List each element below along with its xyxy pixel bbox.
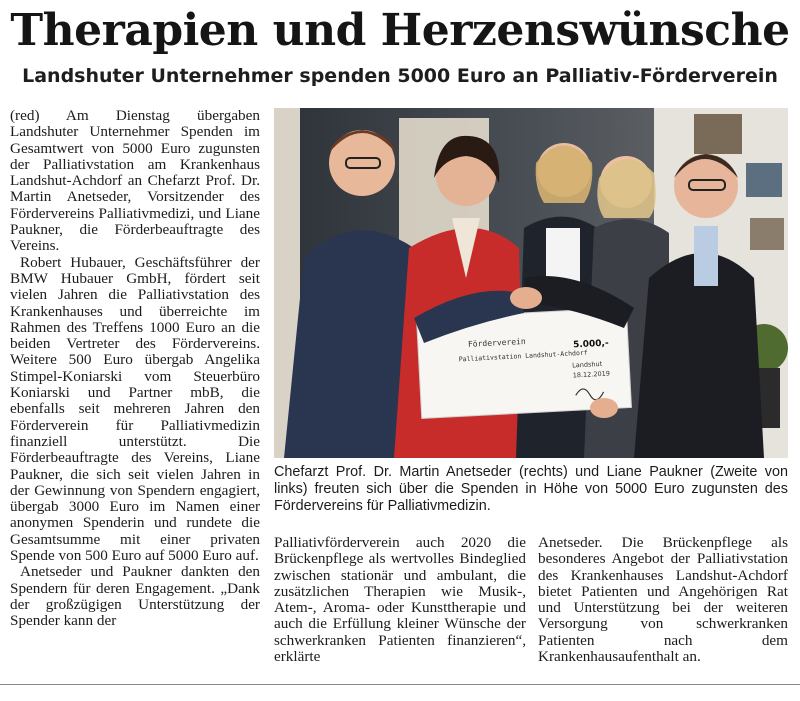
paragraph-intro: (red) Am Dienstag übergaben Landshuter Unternehmer Spenden im Gesamtwert von 5000 Euro zugunsten der Palliativstation am Krankenhaus Landshut-Achdorf an Chefarzt Prof. Dr. Martin Anetseder, Vorsitzender des Fördervereins Palliativmedizi, und Liane Paukner, die Förderbeauftragte des Vereins. <box>10 107 260 255</box>
check-memo: Palliativstation Landshut-Achdorf <box>458 348 588 364</box>
photo-caption: Chefarzt Prof. Dr. Martin Anetseder (rechts) und Liane Paukner (Zweite von links) freuten sich über die Spenden in Höhe von 5000 Euro zugunsten des Fördervereins für Palliativmedizin. <box>274 464 788 514</box>
subheadline: Landshuter Unternehmer spenden 5000 Euro an Palliativ-Förderverein <box>22 65 778 87</box>
article-photo <box>274 108 788 458</box>
check-place: Landshut <box>571 359 603 370</box>
article-column-2 <box>274 535 526 675</box>
paragraph-col3: Anetseder. Die Brückenpflege als besonderes Angebot der Palliativstation des Krankenhauses Landshut-Achdorf bietet Patienten und Angehörigen Rat und Unterstützung bei der weiteren Versorgung von schwerkranken Patienten nach dem Krankenhausaufenthalt an. <box>538 534 788 666</box>
paragraph-col2: Palliativförderverein auch 2020 die Brückenpflege als wertvolles Bindeglied zwischen stationär und ambulant, die zusätzlichen Therapien wie Musik-, Atem-, Aroma- oder Kunsttherapie und auch die Erfüllung kleiner Wünsche der schwerkranken Patienten finanzieren“, erklärte <box>274 534 526 666</box>
bottom-rule <box>0 684 800 685</box>
photo-illustration <box>274 108 788 458</box>
article-column-1 <box>10 108 260 668</box>
headline: Therapien und Herzenswünsche <box>10 5 790 56</box>
article-column-3 <box>538 535 788 675</box>
paragraph-thanks: Anetseder und Paukner dankten den Spendern für deren Engagement. „Dank der großzügigen Unterstützung der Spender kann der <box>10 563 260 630</box>
check-payee: Förderverein <box>467 336 526 349</box>
paragraph-donors: Robert Hubauer, Geschäftsführer der BMW Hubauer GmbH, fördert seit vielen Jahren die Palliativstation des Krankenhauses und überreichte im Rahmen des Treffens 1000 Euro an die beiden Vertreter des Fördervereins. Weitere 500 Euro übergab Angelika Stimpel-Koniarski vom Steuerbüro Koniarski und Partner mbB, die ebenfalls seit mehreren Jahren den Förderverein für Palliativmedizin finanziell unterstützt. Die Förderbeauftragte des Vereins, Liane Paukner, die sich seit vielen Jahren in der Gewinnung von Spendern engagiert, übergab 3000 Euro im Namen einer anonymen Spenderin und rundete die Gesamtsumme mit einer privaten Spende von 500 Euro auf 5000 Euro auf. <box>10 253 260 565</box>
check-amount: 5.000,- <box>572 338 609 351</box>
check-date: 18.12.2019 <box>572 369 611 380</box>
